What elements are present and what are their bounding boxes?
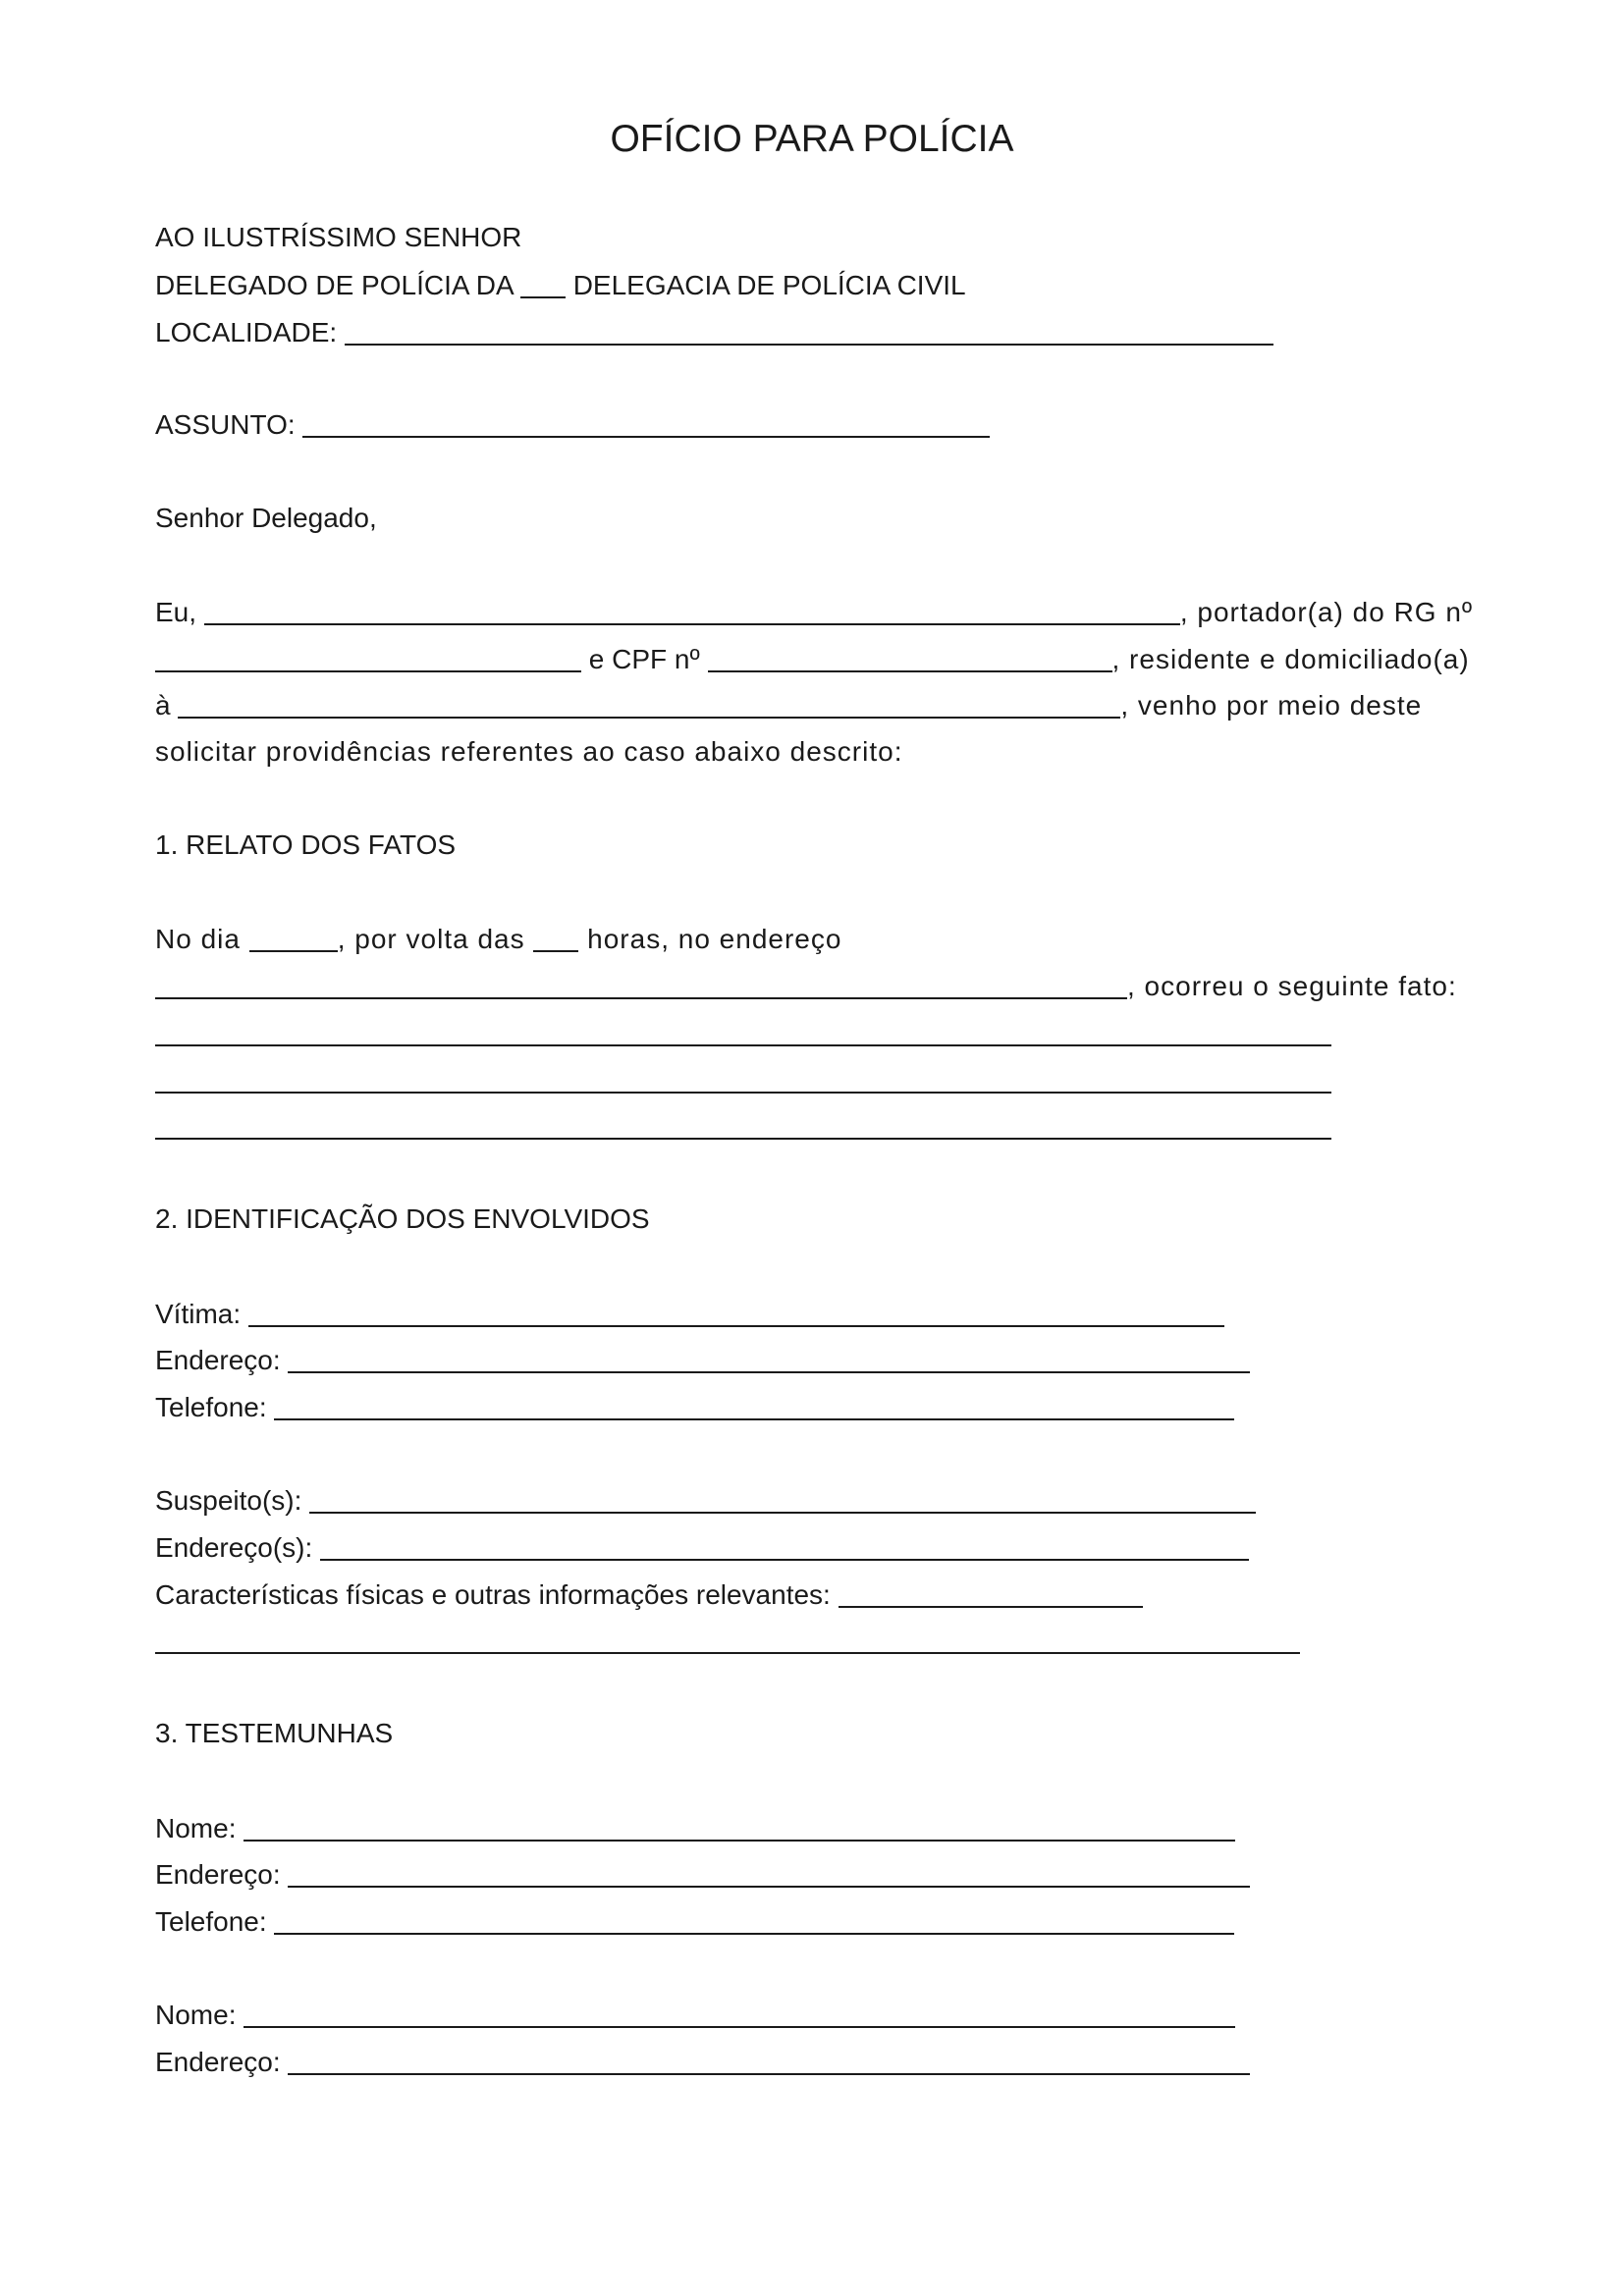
facts-address-label: horas, no endereço (587, 924, 842, 954)
facts-occurred-label: , ocorreu o seguinte fato: (1127, 971, 1457, 1001)
rg-number-blank[interactable] (155, 641, 581, 668)
section-1-heading (155, 828, 456, 863)
suspect-address-label: Endereço(s): (155, 1532, 313, 1563)
victim-phone-blank[interactable] (274, 1389, 1234, 1416)
facts-description-blank-1[interactable] (155, 1015, 1331, 1042)
facts-line-2 (155, 968, 1457, 1003)
home-address-blank[interactable] (178, 687, 1120, 715)
intro-line-1 (155, 594, 1473, 629)
witness-2-name-label: Nome: (155, 2000, 237, 2030)
victim-blank[interactable] (248, 1296, 1224, 1323)
characteristics-line-2 (155, 1623, 1300, 1658)
victim-phone-line (155, 1389, 1234, 1424)
residence-label: , residente e domiciliado(a) (1111, 644, 1470, 674)
section-3-title: 3. TESTEMUNHAS (155, 1718, 394, 1748)
locality-blank[interactable] (345, 314, 1273, 342)
facts-time-label: , por volta das (337, 924, 525, 954)
full-name-blank[interactable] (204, 594, 1180, 621)
intro-line-3 (155, 687, 1422, 722)
witness-1-address-blank[interactable] (288, 1856, 1250, 1884)
locality-line (155, 314, 1273, 349)
intro-solicitar: solicitar providências referentes ao caso abaixo descrito: (155, 736, 903, 767)
facts-line-4 (155, 1062, 1331, 1097)
greeting-line (155, 501, 377, 536)
witness-2-name-line (155, 1997, 1235, 2032)
witness-1-address-label: Endereço: (155, 1859, 281, 1890)
suspect-line (155, 1482, 1256, 1518)
intro-venho: , venho por meio deste (1120, 690, 1423, 721)
addressee-line-2 (155, 267, 966, 302)
section-3-heading (155, 1716, 393, 1751)
facts-hour-blank[interactable] (533, 921, 578, 948)
suspect-address-blank[interactable] (320, 1529, 1249, 1557)
facts-day-label: No dia (155, 924, 241, 954)
characteristics-blank-1[interactable] (839, 1576, 1143, 1604)
cpf-number-blank[interactable] (708, 641, 1112, 668)
intro-eu: Eu, (155, 597, 197, 627)
intro-a: à (155, 690, 171, 721)
delegate-label: DELEGADO DE POLÍCIA DA (155, 270, 514, 300)
facts-day-blank[interactable] (249, 921, 338, 948)
suspect-label: Suspeito(s): (155, 1485, 302, 1516)
facts-description-blank-2[interactable] (155, 1062, 1331, 1090)
victim-address-line (155, 1342, 1250, 1377)
witness-1-phone-line (155, 1903, 1234, 1939)
document-title: OFÍCIO PARA POLÍCIA (610, 118, 1014, 160)
addressee-title: AO ILUSTRÍSSIMO SENHOR (155, 222, 522, 252)
victim-label: Vítima: (155, 1299, 242, 1329)
witness-1-address-line (155, 1856, 1250, 1892)
witness-2-name-blank[interactable] (244, 1997, 1235, 2024)
witness-1-name-line (155, 1810, 1235, 1845)
victim-address-label: Endereço: (155, 1345, 281, 1375)
victim-phone-label: Telefone: (155, 1392, 267, 1422)
intro-line-4 (155, 734, 902, 770)
addressee-line-1 (155, 220, 521, 255)
witness-2-address-line (155, 2044, 1250, 2079)
witness-1-phone-blank[interactable] (274, 1903, 1234, 1931)
facts-line-1 (155, 921, 841, 956)
witness-2-address-blank[interactable] (288, 2044, 1250, 2071)
characteristics-label: Características físicas e outras informações relevantes: (155, 1579, 831, 1610)
section-2-heading (155, 1201, 650, 1237)
intro-line-2 (155, 641, 1470, 676)
precinct-label: DELEGACIA DE POLÍCIA CIVIL (572, 270, 966, 300)
witness-1-phone-label: Telefone: (155, 1906, 267, 1937)
witness-2-address-label: Endereço: (155, 2047, 281, 2077)
characteristics-line (155, 1576, 1143, 1612)
suspect-address-line (155, 1529, 1249, 1565)
suspect-blank[interactable] (309, 1482, 1256, 1510)
cpf-label: e CPF nº (588, 644, 700, 674)
section-1-title: 1. RELATO DOS FATOS (155, 829, 457, 860)
subject-label: ASSUNTO: (155, 409, 296, 440)
victim-address-blank[interactable] (288, 1342, 1250, 1369)
characteristics-blank-2[interactable] (155, 1623, 1300, 1650)
section-2-title: 2. IDENTIFICAÇÃO DOS ENVOLVIDOS (155, 1203, 650, 1234)
witness-1-name-label: Nome: (155, 1813, 237, 1843)
locality-label: LOCALIDADE: (155, 317, 338, 347)
subject-blank[interactable] (302, 406, 990, 434)
facts-line-3 (155, 1015, 1331, 1050)
facts-description-blank-3[interactable] (155, 1108, 1331, 1136)
subject-line (155, 406, 990, 442)
precinct-number-blank[interactable] (520, 267, 566, 294)
rg-label: , portador(a) do RG nº (1179, 597, 1474, 627)
victim-line (155, 1296, 1224, 1331)
facts-line-5 (155, 1108, 1331, 1144)
facts-address-blank[interactable] (155, 968, 1127, 995)
witness-1-name-blank[interactable] (244, 1810, 1235, 1838)
greeting: Senhor Delegado, (155, 503, 377, 533)
